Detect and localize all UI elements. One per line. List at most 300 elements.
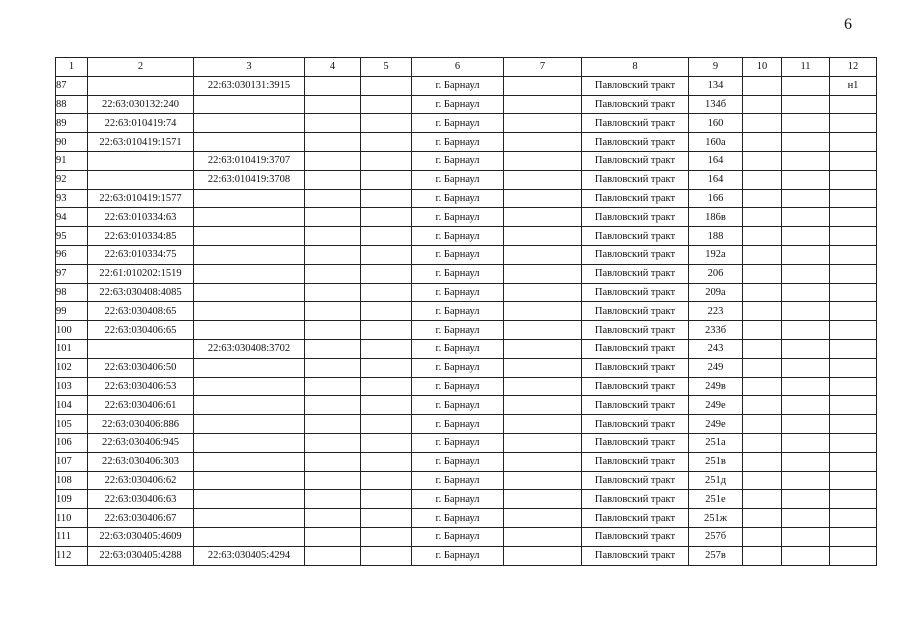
table-cell: 89 [56, 114, 88, 133]
table-cell: 134 [689, 76, 743, 95]
table-cell [194, 321, 305, 340]
table-cell: 249в [689, 377, 743, 396]
table-cell [194, 471, 305, 490]
table-cell [305, 546, 361, 565]
table-cell [830, 509, 877, 528]
table-cell [743, 339, 782, 358]
table-cell [830, 245, 877, 264]
table-cell: Павловский тракт [582, 170, 689, 189]
table-cell [743, 546, 782, 565]
table-cell: 192а [689, 245, 743, 264]
table-cell [743, 452, 782, 471]
column-header-9: 9 [689, 58, 743, 77]
table-cell: 134б [689, 95, 743, 114]
table-cell: 22:63:010419:1571 [88, 133, 194, 152]
table-cell [305, 283, 361, 302]
table-cell: 22:63:030405:4609 [88, 527, 194, 546]
table-cell [743, 433, 782, 452]
table-row [56, 321, 877, 340]
table-cell [361, 151, 412, 170]
table-cell [305, 114, 361, 133]
table-cell [504, 527, 582, 546]
table-cell: 251в [689, 452, 743, 471]
table-cell [782, 358, 830, 377]
table-cell [361, 76, 412, 95]
page-number: 6 [844, 16, 852, 33]
table-cell [504, 264, 582, 283]
table-cell [504, 95, 582, 114]
table-cell [743, 151, 782, 170]
table-cell: г. Барнаул [412, 133, 504, 152]
table-cell: г. Барнаул [412, 433, 504, 452]
table-cell [504, 133, 582, 152]
table-cell: 251ж [689, 509, 743, 528]
table-cell: г. Барнаул [412, 339, 504, 358]
table-cell [194, 433, 305, 452]
table-cell: 91 [56, 151, 88, 170]
table-cell [194, 377, 305, 396]
table-cell [504, 151, 582, 170]
table-cell: Павловский тракт [582, 133, 689, 152]
table-cell: 93 [56, 189, 88, 208]
column-header-1: 1 [56, 58, 88, 77]
table-cell [504, 396, 582, 415]
table-cell: 22:63:010419:74 [88, 114, 194, 133]
table-cell [504, 546, 582, 565]
table-cell [782, 339, 830, 358]
table-row [56, 264, 877, 283]
table-cell: н1 [830, 76, 877, 95]
table-cell [305, 396, 361, 415]
table-cell [782, 321, 830, 340]
column-header-11: 11 [782, 58, 830, 77]
table-cell: Павловский тракт [582, 208, 689, 227]
table-cell [504, 415, 582, 434]
table-cell [743, 114, 782, 133]
table-cell: 22:63:010419:1577 [88, 189, 194, 208]
table-cell [743, 227, 782, 246]
table-cell: Павловский тракт [582, 245, 689, 264]
table-cell: Павловский тракт [582, 76, 689, 95]
table-cell: г. Барнаул [412, 170, 504, 189]
table-cell: 22:63:030408:4085 [88, 283, 194, 302]
table-cell: 95 [56, 227, 88, 246]
table-cell [782, 527, 830, 546]
table-cell [830, 490, 877, 509]
table-cell [743, 358, 782, 377]
table-cell: 94 [56, 208, 88, 227]
table-cell: 107 [56, 452, 88, 471]
table-cell: 99 [56, 302, 88, 321]
table-cell: г. Барнаул [412, 264, 504, 283]
table-cell [504, 509, 582, 528]
table-cell: г. Барнаул [412, 189, 504, 208]
table-cell [305, 151, 361, 170]
table-cell [830, 151, 877, 170]
table-cell [782, 245, 830, 264]
table-cell: Павловский тракт [582, 415, 689, 434]
table-cell [782, 95, 830, 114]
table-cell: 97 [56, 264, 88, 283]
table-cell [361, 208, 412, 227]
table-cell: 22:63:030405:4288 [88, 546, 194, 565]
table-cell: 112 [56, 546, 88, 565]
table-cell: г. Барнаул [412, 208, 504, 227]
table-cell [782, 227, 830, 246]
table-cell: 166 [689, 189, 743, 208]
table-cell: 22:61:010202:1519 [88, 264, 194, 283]
table-cell: Павловский тракт [582, 527, 689, 546]
table-cell: г. Барнаул [412, 95, 504, 114]
table-cell [743, 490, 782, 509]
table-cell [504, 227, 582, 246]
table-cell [194, 509, 305, 528]
table-row [56, 170, 877, 189]
column-header-5: 5 [361, 58, 412, 77]
table-cell: 90 [56, 133, 88, 152]
table-cell: Павловский тракт [582, 95, 689, 114]
table-cell: 106 [56, 433, 88, 452]
table-cell: Павловский тракт [582, 377, 689, 396]
table-cell: г. Барнаул [412, 151, 504, 170]
table-cell: Павловский тракт [582, 321, 689, 340]
table-cell [782, 151, 830, 170]
table-row [56, 377, 877, 396]
table-cell [743, 170, 782, 189]
table-cell [830, 433, 877, 452]
table-cell: г. Барнаул [412, 283, 504, 302]
table-cell [305, 358, 361, 377]
table-cell: 109 [56, 490, 88, 509]
table-cell: г. Барнаул [412, 452, 504, 471]
table-cell: г. Барнаул [412, 396, 504, 415]
header-row [56, 58, 877, 77]
table-cell: г. Барнаул [412, 415, 504, 434]
table-cell [504, 490, 582, 509]
table-cell [782, 509, 830, 528]
table-row [56, 471, 877, 490]
table-cell [830, 415, 877, 434]
table-cell: 209а [689, 283, 743, 302]
table-cell [305, 76, 361, 95]
table-cell [194, 302, 305, 321]
table-cell [194, 396, 305, 415]
table-cell: 186в [689, 208, 743, 227]
table-cell [782, 264, 830, 283]
table-row [56, 227, 877, 246]
table-cell [504, 358, 582, 377]
table-cell [194, 264, 305, 283]
table-cell [361, 339, 412, 358]
table-cell: 100 [56, 321, 88, 340]
table-cell [361, 133, 412, 152]
table-cell: Павловский тракт [582, 114, 689, 133]
table-row [56, 433, 877, 452]
table-cell [830, 133, 877, 152]
table-cell [830, 471, 877, 490]
table-cell: 22:63:010334:85 [88, 227, 194, 246]
table-cell: 22:63:010334:63 [88, 208, 194, 227]
table-cell: 22:63:010419:3708 [194, 170, 305, 189]
table-row [56, 490, 877, 509]
table-cell: 22:63:030406:303 [88, 452, 194, 471]
table-cell [305, 377, 361, 396]
table-cell [305, 509, 361, 528]
table-cell: Павловский тракт [582, 339, 689, 358]
table-cell [361, 95, 412, 114]
table-row [56, 339, 877, 358]
table-cell [305, 264, 361, 283]
table-cell [194, 415, 305, 434]
table-cell: 251д [689, 471, 743, 490]
table-cell [743, 415, 782, 434]
table-cell [361, 377, 412, 396]
table-cell: Павловский тракт [582, 509, 689, 528]
table-cell [361, 471, 412, 490]
table-cell: 249е [689, 396, 743, 415]
table-cell [830, 189, 877, 208]
table-cell [305, 95, 361, 114]
table-cell [830, 114, 877, 133]
table-cell [194, 208, 305, 227]
table-cell [88, 76, 194, 95]
table-cell: 110 [56, 509, 88, 528]
table-cell: 104 [56, 396, 88, 415]
table-cell [782, 546, 830, 565]
table-cell: Павловский тракт [582, 490, 689, 509]
table-cell: Павловский тракт [582, 433, 689, 452]
table-cell: 188 [689, 227, 743, 246]
table-cell [305, 208, 361, 227]
table-row [56, 509, 877, 528]
table-cell [830, 546, 877, 565]
table-cell: 111 [56, 527, 88, 546]
table-cell [782, 283, 830, 302]
table-cell: 103 [56, 377, 88, 396]
table-row [56, 245, 877, 264]
table-cell [743, 189, 782, 208]
table-cell [743, 76, 782, 95]
table-cell [743, 321, 782, 340]
table-cell [830, 264, 877, 283]
table-cell [830, 302, 877, 321]
table-cell: 22:63:030131:3915 [194, 76, 305, 95]
table-cell: Павловский тракт [582, 396, 689, 415]
table-cell [305, 245, 361, 264]
table-cell [305, 227, 361, 246]
table-cell [782, 170, 830, 189]
table-cell: 22:63:030405:4294 [194, 546, 305, 565]
table-header [56, 58, 877, 77]
table-cell [361, 527, 412, 546]
table-cell [305, 452, 361, 471]
table-cell: 22:63:030408:3702 [194, 339, 305, 358]
table-cell: 22:63:030406:886 [88, 415, 194, 434]
table-cell [504, 302, 582, 321]
table-cell [504, 471, 582, 490]
table-cell: г. Барнаул [412, 527, 504, 546]
table-cell [504, 433, 582, 452]
column-header-8: 8 [582, 58, 689, 77]
table-cell [194, 95, 305, 114]
table-cell [361, 170, 412, 189]
table-cell [194, 452, 305, 471]
table-cell: г. Барнаул [412, 321, 504, 340]
table-cell [830, 377, 877, 396]
table-cell [743, 264, 782, 283]
table-cell [830, 527, 877, 546]
table-cell [504, 114, 582, 133]
table-cell [743, 208, 782, 227]
column-header-3: 3 [194, 58, 305, 77]
column-header-4: 4 [305, 58, 361, 77]
table-cell: 257б [689, 527, 743, 546]
table-cell [194, 490, 305, 509]
table-cell [194, 358, 305, 377]
table-cell [194, 133, 305, 152]
table-cell: 243 [689, 339, 743, 358]
table-cell [361, 227, 412, 246]
table-cell [504, 283, 582, 302]
table-cell [782, 396, 830, 415]
table-cell [305, 339, 361, 358]
table-cell [782, 452, 830, 471]
table-cell: г. Барнаул [412, 302, 504, 321]
table-cell [305, 133, 361, 152]
table-cell: 22:63:030406:63 [88, 490, 194, 509]
table-cell [782, 302, 830, 321]
table-cell: Павловский тракт [582, 227, 689, 246]
table-cell: Павловский тракт [582, 546, 689, 565]
table-cell [830, 227, 877, 246]
table-cell: г. Барнаул [412, 471, 504, 490]
table-cell [743, 527, 782, 546]
column-header-6: 6 [412, 58, 504, 77]
table-row [56, 114, 877, 133]
table-cell [830, 321, 877, 340]
table-cell: г. Барнаул [412, 245, 504, 264]
table-cell: 22:63:030132:240 [88, 95, 194, 114]
table-cell: Павловский тракт [582, 452, 689, 471]
table-cell [782, 76, 830, 95]
table-cell [782, 377, 830, 396]
table-cell: 22:63:030406:61 [88, 396, 194, 415]
column-header-12: 12 [830, 58, 877, 77]
table-cell [504, 339, 582, 358]
table-cell: 22:63:030406:50 [88, 358, 194, 377]
table-cell [305, 415, 361, 434]
table-cell: 160 [689, 114, 743, 133]
table-cell [743, 95, 782, 114]
table-cell [504, 76, 582, 95]
table-cell [782, 133, 830, 152]
table-cell [194, 245, 305, 264]
table-cell [361, 189, 412, 208]
table-row [56, 302, 877, 321]
table-cell [194, 283, 305, 302]
table-cell: Павловский тракт [582, 302, 689, 321]
table-cell: г. Барнаул [412, 114, 504, 133]
table-cell [88, 339, 194, 358]
table-cell: г. Барнаул [412, 546, 504, 565]
table-cell: 102 [56, 358, 88, 377]
table-cell: Павловский тракт [582, 151, 689, 170]
table-cell [782, 114, 830, 133]
table-cell: г. Барнаул [412, 358, 504, 377]
table-cell [504, 377, 582, 396]
table-cell [782, 490, 830, 509]
table-cell: 87 [56, 76, 88, 95]
table-cell: 22:63:030406:65 [88, 321, 194, 340]
table-cell [743, 509, 782, 528]
table-cell: г. Барнаул [412, 76, 504, 95]
table-row [56, 208, 877, 227]
table-cell [305, 321, 361, 340]
table-cell: 223 [689, 302, 743, 321]
table-cell: Павловский тракт [582, 264, 689, 283]
table-row [56, 133, 877, 152]
table-cell: Павловский тракт [582, 358, 689, 377]
table-cell [782, 189, 830, 208]
table-row [56, 546, 877, 565]
table-cell [830, 339, 877, 358]
table-cell: 101 [56, 339, 88, 358]
column-header-7: 7 [504, 58, 582, 77]
table-cell [361, 433, 412, 452]
table-cell: 22:63:030406:67 [88, 509, 194, 528]
table-cell [830, 396, 877, 415]
table-cell: 22:63:030406:53 [88, 377, 194, 396]
table-cell [782, 433, 830, 452]
table-row [56, 527, 877, 546]
table-cell: 105 [56, 415, 88, 434]
table-cell [305, 490, 361, 509]
table-cell [361, 396, 412, 415]
table-cell [782, 471, 830, 490]
table-cell [88, 151, 194, 170]
table-cell [504, 321, 582, 340]
table-cell [361, 245, 412, 264]
table-row [56, 396, 877, 415]
table-cell [361, 264, 412, 283]
table-cell: 22:63:010419:3707 [194, 151, 305, 170]
table-cell [194, 114, 305, 133]
table-cell [361, 452, 412, 471]
table-cell [194, 227, 305, 246]
table-cell: 249е [689, 415, 743, 434]
table-cell [743, 471, 782, 490]
table-cell [743, 245, 782, 264]
table-cell: 98 [56, 283, 88, 302]
table-row [56, 76, 877, 95]
table-cell: Павловский тракт [582, 283, 689, 302]
table-cell [361, 509, 412, 528]
column-header-2: 2 [88, 58, 194, 77]
table-row [56, 358, 877, 377]
table-cell [361, 283, 412, 302]
table-cell [361, 546, 412, 565]
table-cell: 92 [56, 170, 88, 189]
table-cell [361, 114, 412, 133]
table-row [56, 415, 877, 434]
table-cell [830, 452, 877, 471]
table-cell [361, 415, 412, 434]
table-row [56, 95, 877, 114]
table-cell [305, 433, 361, 452]
table-row [56, 151, 877, 170]
table-cell: 160а [689, 133, 743, 152]
table-cell: Павловский тракт [582, 471, 689, 490]
